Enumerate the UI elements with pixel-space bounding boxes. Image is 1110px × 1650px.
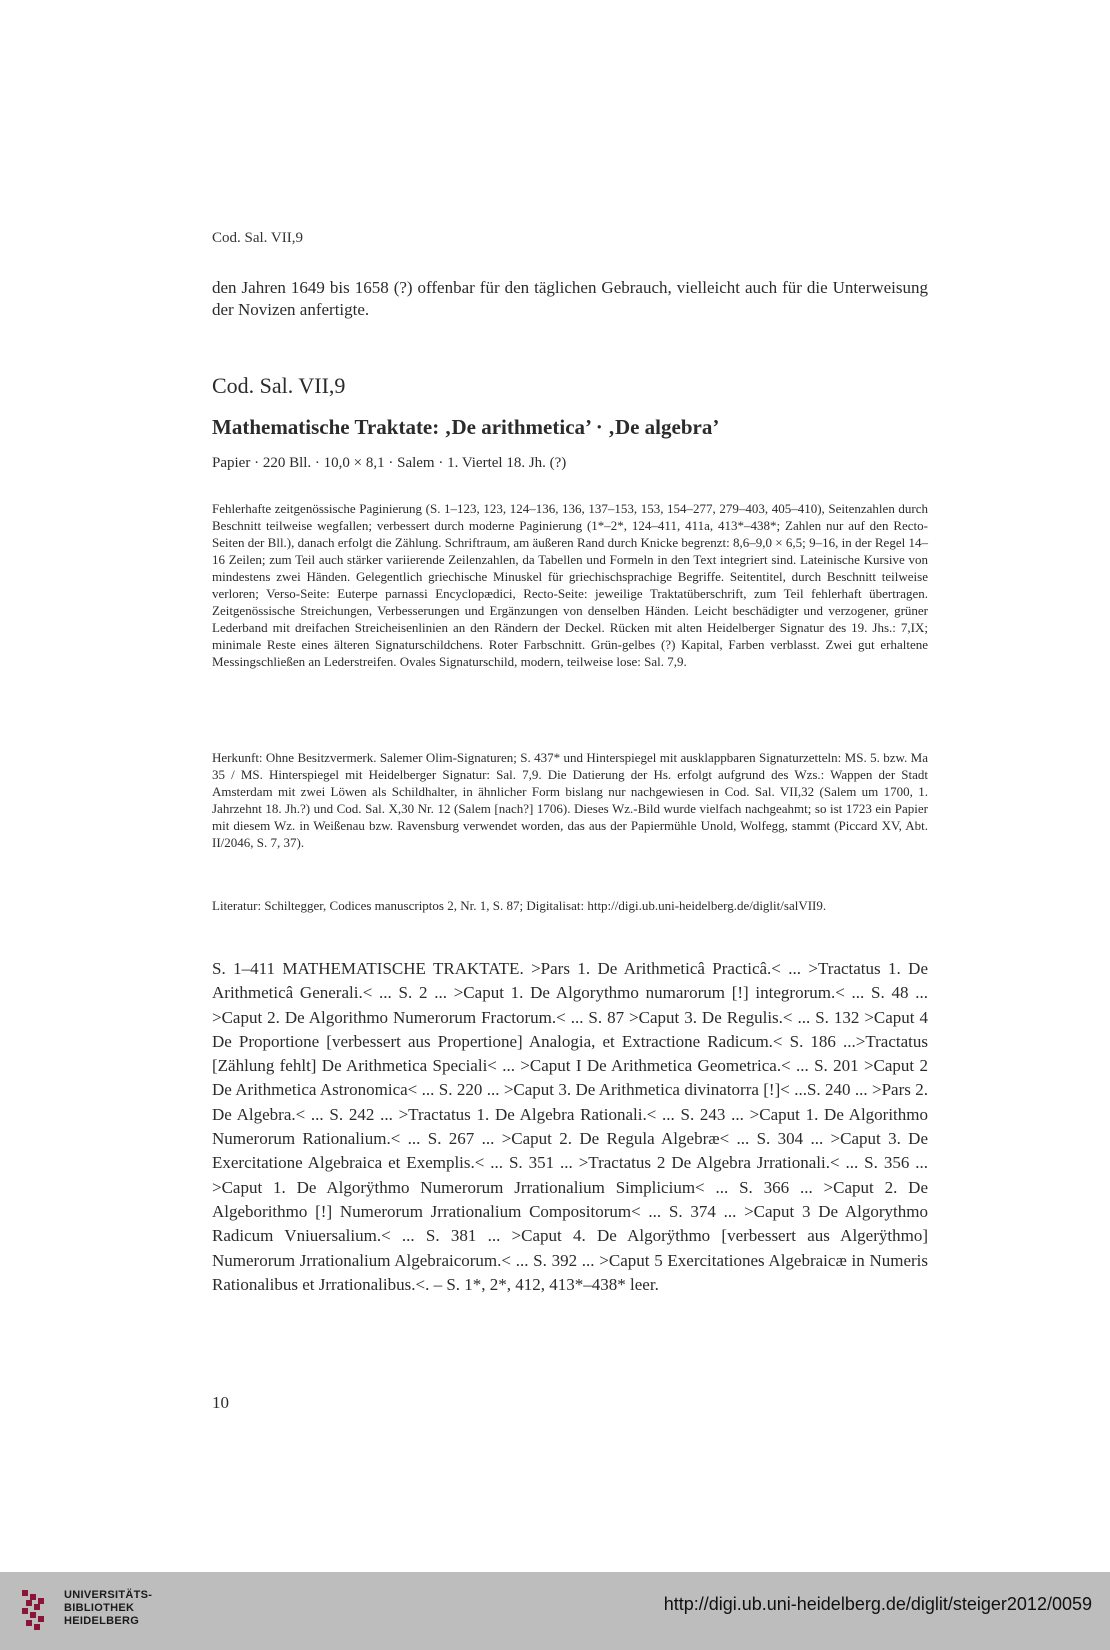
running-head: Cod. Sal. VII,9 (212, 230, 303, 246)
digitization-url-link[interactable]: http://digi.ub.uni-heidelberg.de/diglit/steiger2012/0059 (663, 1594, 1092, 1614)
entry-title: Mathematische Traktate: ‚De arithmetica’ · ‚De algebra’ (212, 415, 720, 439)
university-library-logo-icon (18, 1584, 58, 1636)
carry-over-paragraph: den Jahren 1649 bis 1658 (?) offenbar für den täglichen Gebrauch, vielleicht auch für die Unterweisung der Novizen anfertigte. (212, 278, 928, 319)
entry-shelfmark: Cod. Sal. VII,9 (212, 373, 346, 398)
footer-bar (0, 1572, 1110, 1650)
entry-meta: Papier · 220 Bll. · 10,0 × 8,1 · Salem · 1. Viertel 18. Jh. (?) (212, 455, 567, 471)
provenance: Herkunft: Ohne Besitzvermerk. Salemer Olim-Signaturen; S. 437* und Hinterspiegel mit ausklappbaren Signaturzetteln: MS. 5. bzw. Ma 35 / MS. Hinterspiegel mit Heidelberger Signatur: Sal. 7,9. Die Datierung der Hs. erfolgt aufgrund des Wzs.: Wappen der Stadt Amsterdam mit zwei Löwen als Schildhalter, in ähnlicher Form bislang nur nachgewiesen in Cod. Sal. VII,32 (Salem um 1700, 1. Jahrzehnt 18. Jh.?) und Cod. Sal. X,30 Nr. 12 (Salem [nach?] 1706). Dieses Wz.-Bild wurde vielfach nachgeahmt; so ist 1723 ein Papier mit diesem Wz. in Weißenau bzw. Ravensburg verwendet worden, das aus der Papiermühle Unold, Wolfegg, stammt (Piccard XV, Abt. II/2046, S. 7, 37). (212, 750, 928, 850)
library-name (64, 1589, 152, 1628)
library-name-line: HEIDELBERG (64, 1615, 140, 1627)
library-name-line: BIBLIOTHEK (64, 1602, 135, 1614)
literature: Literatur: Schiltegger, Codices manuscriptos 2, Nr. 1, S. 87; Digitalisat: http://digi.ub.uni-heidelberg.de/diglit/salVII9. (212, 898, 827, 913)
logo-shape (22, 1590, 44, 1630)
physical-description: Fehlerhafte zeitgenössische Paginierung (S. 1–123, 123, 124–136, 136, 137–153, 153, 154–277, 279–403, 405–410), Seitenzahlen durch Beschnitt teilweise wegfallen; verbessert durch moderne Paginierung (1*–2*, 124–411, 411a, 413*–438*; Zahlen nur auf den Recto-Seiten der Bll.), danach erfolgt die Zählung. Schriftraum, am äußeren Rand durch Knicke begrenzt: 8,6–9,0 × 6,5; 9–16, in der Regel 14–16 Zeilen; zum Teil auch stärker variierende Zeilenzahlen, da Tabellen und Formeln in den Text integriert sind. Lateinische Kursive von mindestens zwei Händen. Gelegentlich griechische Minuskel für griechischsprachige Begriffe. Seitentitel, durch Beschnitt teilweise verloren; Verso-Seite: Euterpe parnassi Encyclopædici, Recto-Seite: jeweilige Traktatüberschrift, zum Teil fehlerhaft übertragen. Zeitgenössische Streichungen, Verbesserungen und Ergänzungen von denselben Händen. Leicht beschädigter und verzogener, grüner Lederband mit dreifachen Streicheisenlinien an den Rändern der Deckel. Rücken mit alten Heidelberger Signatur des 19. Jhs.: 7,IX; minimale Reste eines älteren Signaturschildchens. Roter Farbschnitt. Grün-gelbes (?) Kapital, Farben verblasst. Zwei gut erhaltene Messingschließen an Lederstreifen. Ovales Signaturschild, modern, teilweise lose: Sal. 7,9. (212, 501, 928, 669)
contents-description: S. 1–411 MATHEMATISCHE TRAKTATE. >Pars 1. De Arithmeticâ Practicâ.< ... >Tractatus 1. De Arithmeticâ Generali.< ... S. 2 ... >Caput 1. De Algorythmo numarorum [!] integrorum.< ... S. 48 ... >Caput 2. De Algorithmo Numerorum Fractorum.< ... S. 87 >Caput 3. De Regulis.< ... S. 132 >Caput 4 De Proportione [verbessert aus Propertione] Analogia, et Extractione Radicum.< S. 186 ...>Tractatus [Zählung fehlt] De Arithmetica Speciali< ... >Caput I De Arithmetica Geometrica.< ... S. 201 >Caput 2 De Arithmetica Astronomica< ... S. 220 ... >Caput 3. De Arithmetica divinatorra [!]< ...S. 240 ... >Pars 2. De Algebra.< ... S. 242 ... >Tractatus 1. De Algebra Rationali.< ... S. 243 ... >Caput 1. De Algorithmo Numerorum Rationalium.< ... S. 267 ... >Caput 2. De Regula Algebræ< ... S. 304 ... >Caput 3. De Exercitatione Algebraica et Exemplis.< ... S. 351 ... >Tractatus 2 De Algebra Jrrationali.< ... S. 356 ... >Caput 1. De Algorÿthmo Numerorum Jrrationalium Simplicium< ... S. 366 ... >Caput 2. De Algeborithmo [!] Numerorum Jrrationalium Compositorum< ... S. 374 ... >Caput 3 De Algorythmo Radicum Vniuersalium.< ... S. 381 ... >Caput 4. De Algorÿthmo [verbessert aus Algerÿthmo] Numerorum Jrrationalium Algebraicorum.< ... S. 392 ... >Caput 5 Exercitationes Algebraicæ in Numeris Rationalibus et Jrrationalibus.<. – S. 1*, 2*, 412, 413*–438* leer. (212, 959, 928, 1294)
page-number: 10 (212, 1393, 229, 1412)
library-name-line: UNIVERSITÄTS- (64, 1589, 153, 1601)
